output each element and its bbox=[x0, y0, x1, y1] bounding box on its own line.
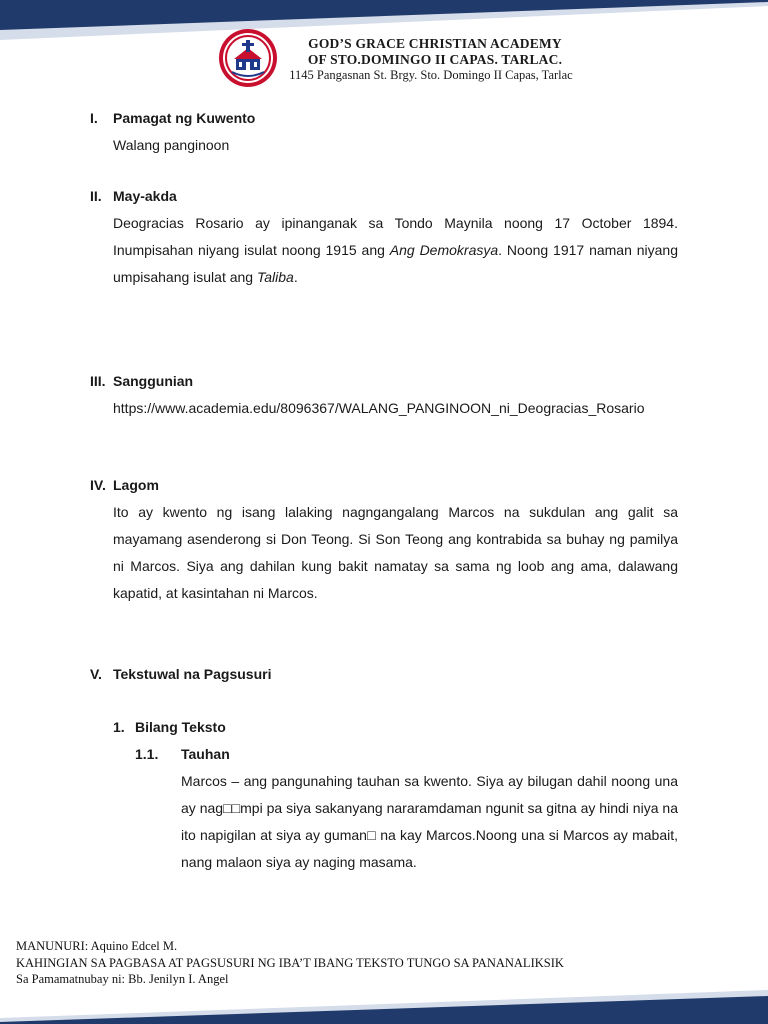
subsection-title: Bilang Teksto bbox=[135, 719, 226, 735]
section-heading-tekstuwal bbox=[90, 664, 678, 684]
section-body-lagom: Ito ay kwento ng isang lalaking nagngangalang Marcos na sukdulan ang galit sa mayamang asenderong si Don Teong. Si Son Teong ang kontrabida sa buhay ng pamilya ni Marcos. Siya ang dahilan kung bakit namatay sa sama ng loob ang ama, dalawang kapatid, at kasintahan ni Marcos. bbox=[113, 504, 678, 601]
section-heading-pamagat bbox=[90, 108, 678, 128]
section-heading-lagom bbox=[90, 475, 678, 495]
section-number: IV. bbox=[90, 477, 106, 493]
section-number: III. bbox=[90, 373, 106, 389]
section-title: Lagom bbox=[113, 477, 159, 493]
letterhead bbox=[218, 28, 638, 90]
tauhan-body: Marcos – ang pangunahing tauhan sa kwento. Siya ay bilugan dahil noong una ay nag□□mpi pa siya sakanyang nararamdaman ngunit sa gitna ay hindi niya na ito napigilan at siya ay guman□ na kay Marcos.Noong una si Marcos ay mabait, nang malaon siya ay naging masama. bbox=[181, 773, 678, 870]
school-seal-logo bbox=[218, 28, 278, 88]
document-body bbox=[90, 108, 678, 876]
footer-reviewer: MANUNURI: Aquino Edcel M. bbox=[16, 939, 178, 953]
subsection-title: Tauhan bbox=[181, 746, 230, 762]
section-number: I. bbox=[90, 110, 98, 126]
title-italic-demokrasya: Ang Demokrasya bbox=[389, 242, 499, 258]
page-footer bbox=[16, 938, 716, 988]
section-title: May-akda bbox=[113, 188, 177, 204]
subheading-bilang-teksto bbox=[113, 717, 678, 737]
section-body-may-akda bbox=[113, 210, 678, 291]
subsection-number: 1. bbox=[113, 719, 125, 735]
text-run: . bbox=[293, 269, 298, 285]
school-info bbox=[280, 36, 590, 82]
bottom-decorative-band bbox=[0, 984, 768, 1024]
footer-requirement: KAHINGIAN SA PAGBASA AT PAGSUSURI NG IBA’T IBANG TEKSTO TUNGO SA PANANALIKSIK bbox=[16, 955, 564, 970]
subheading-tauhan bbox=[135, 744, 678, 764]
section-number: V. bbox=[90, 666, 102, 682]
school-address: 1145 Pangasnan St. Brgy. Sto. Domingo II Capas, Tarlac bbox=[289, 68, 573, 82]
section-heading-sanggunian bbox=[90, 371, 678, 391]
footer-adviser: Sa Pamamatnubay ni: Bb. Jenilyn I. Angel bbox=[16, 972, 229, 986]
section-heading-may-akda bbox=[90, 186, 678, 206]
subsection-number: 1.1. bbox=[135, 746, 159, 762]
section-title: Pamagat ng Kuwento bbox=[113, 110, 256, 126]
school-name-line2: OF STO.DOMINGO II CAPAS. TARLAC. bbox=[307, 52, 563, 67]
school-name-line1: GOD’S GRACE CHRISTIAN ACADEMY bbox=[308, 36, 562, 51]
section-number: II. bbox=[90, 188, 102, 204]
section-title: Sanggunian bbox=[113, 373, 194, 389]
text-run: Deogracias Rosario ay ipinanganak sa Tondo Maynila noong 17 October 1894. Inumpisahan niyang isulat noong 1915 ang bbox=[113, 215, 678, 258]
title-italic-taliba: Taliba bbox=[257, 269, 294, 285]
section-body-pamagat: Walang panginoon bbox=[113, 137, 230, 153]
reference-url: https://www.academia.edu/8096367/WALANG_PANGINOON_ni_Deogracias_Rosario bbox=[113, 400, 645, 416]
text-run: . Noong 1917 naman niyang umpisahang isulat ang bbox=[113, 242, 678, 285]
section-title: Tekstuwal na Pagsusuri bbox=[113, 666, 272, 682]
